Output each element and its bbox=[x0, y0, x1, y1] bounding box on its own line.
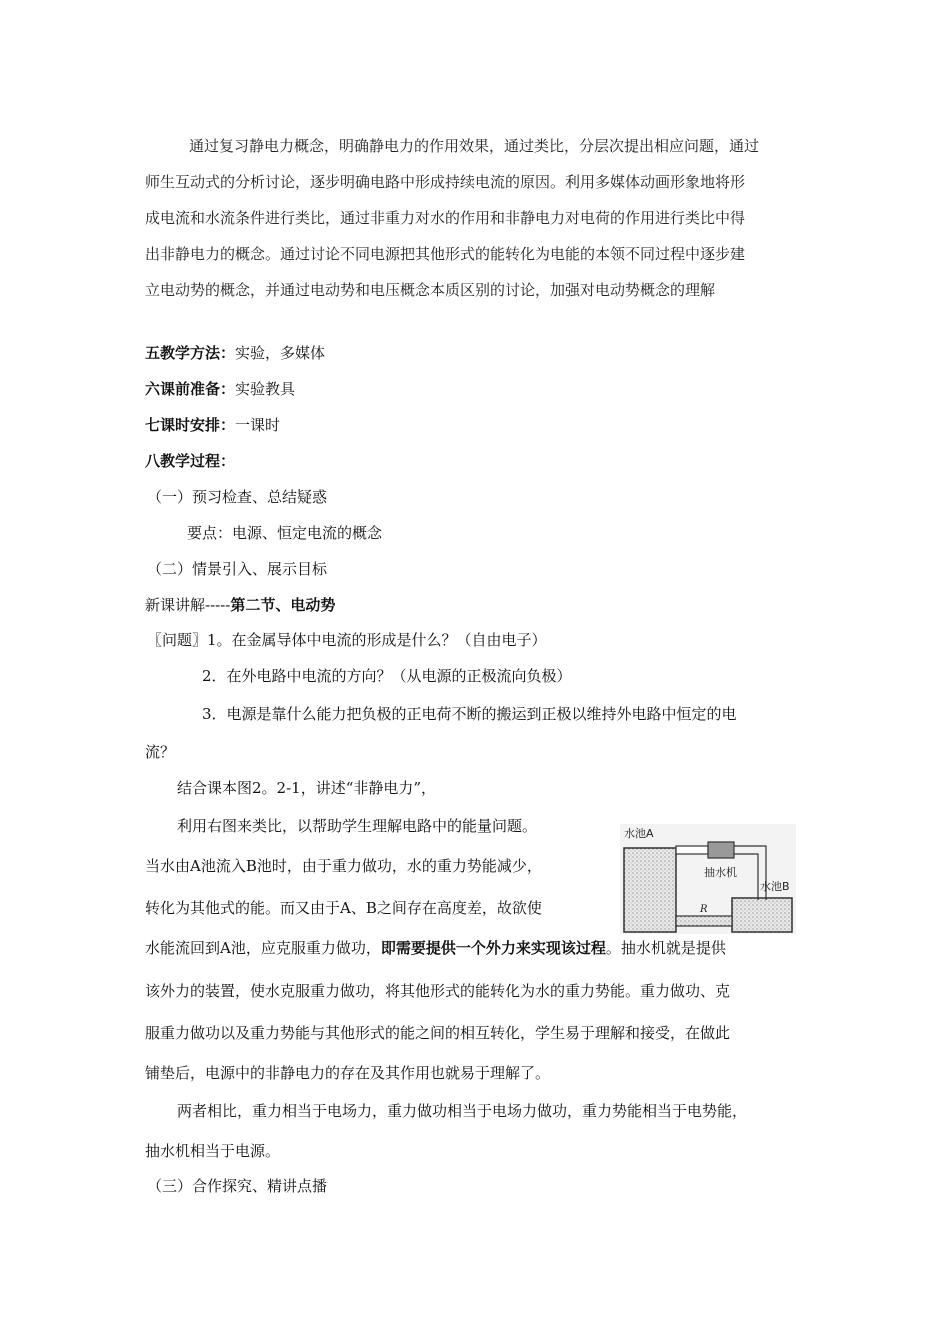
preparation-line bbox=[145, 378, 295, 399]
tank-a bbox=[624, 848, 676, 932]
question-three-continued: 流？ bbox=[145, 743, 176, 761]
step-one: （一）预习检查、总结疑惑 bbox=[147, 488, 328, 506]
label-tank-a: 水池A bbox=[624, 827, 654, 840]
analogy-line: 铺垫后，电源中的非静电力的存在及其作用也就易于理解了。 bbox=[145, 1064, 551, 1082]
intro-line: 立电动势的概念，并通过电动势和电压概念本质区别的讨论，加强对电动势概念的理解 bbox=[145, 281, 716, 299]
pipe-r bbox=[676, 916, 732, 926]
analogy-text: 。抽水机就是提供 bbox=[605, 939, 726, 957]
intro-line: 出非静电力的概念。通过讨论不同电源把其他形式的能转化为电能的本领不同过程中逐步建 bbox=[145, 245, 746, 263]
teaching-method-value: 实验，多媒体 bbox=[235, 344, 326, 362]
step-three: （三）合作探究、精讲点播 bbox=[147, 1177, 328, 1195]
new-lesson-prefix: 新课讲解----- bbox=[145, 596, 231, 614]
analogy-text: 水能流回到A池，应克服重力做功， bbox=[145, 939, 381, 957]
water-pump-analogy-figure bbox=[620, 824, 796, 934]
question-two: 2．在外电路中电流的方向？（从电源的正极流向负极） bbox=[202, 667, 572, 685]
question-three: 3．电源是靠什么能力把负极的正电荷不断的搬运到正极以维持外电路中恒定的电 bbox=[202, 705, 737, 723]
analogy-line: 转化为其他式的能。而又由于A、B之间存在高度差，故欲使 bbox=[145, 899, 542, 917]
label-pump: 抽水机 bbox=[704, 866, 737, 879]
analogy-emphasis: 即需要提供一个外力来实现该过程 bbox=[380, 939, 606, 957]
class-time-line bbox=[145, 414, 280, 435]
intro-line: 成电流和水流条件进行类比，通过非重力对水的作用和非静电力对电荷的作用进行类比中得 bbox=[145, 209, 746, 227]
lesson-title: 第二节、电动势 bbox=[230, 596, 336, 614]
intro-paragraph bbox=[145, 128, 785, 308]
label-tank-b: 水池B bbox=[760, 880, 790, 893]
tank-b bbox=[732, 898, 792, 932]
preparation-label: 六课前准备： bbox=[145, 380, 236, 398]
key-points: 要点：电源、恒定电流的概念 bbox=[187, 524, 383, 542]
water-pump-diagram bbox=[620, 824, 796, 934]
new-lesson-line bbox=[145, 594, 335, 615]
preparation-value: 实验教具 bbox=[235, 380, 296, 398]
intro-line: 师生互动式的分析讨论，逐步明确电路中形成持续电流的原因。利用多媒体动画形象地将形 bbox=[145, 173, 746, 191]
analogy-line: 服重力做功以及重力势能与其他形式的能之间的相互转化，学生易于理解和接受，在做此 bbox=[145, 1024, 731, 1042]
class-time-value: 一课时 bbox=[235, 416, 281, 434]
question-one: 〖问题〗1。在金属导体中电流的形成是什么？（自由电子） bbox=[147, 631, 547, 649]
comparison-line: 两者相比，重力相当于电场力，重力做功相当于电场力做功，重力势能相当于电势能， bbox=[177, 1102, 748, 1120]
pump-icon bbox=[708, 842, 734, 858]
step-two: （二）情景引入、展示目标 bbox=[147, 560, 328, 578]
textbook-reference: 结合课本图2。2-1，讲述“非静电力”， bbox=[177, 779, 437, 797]
pipe-upper bbox=[676, 846, 708, 854]
teaching-process-heading: 八教学过程： bbox=[145, 452, 236, 470]
analogy-line bbox=[145, 937, 726, 958]
intro-line: 通过复习静电力概念，明确静电力的作用效果，通过类比，分层次提出相应问题，通过 bbox=[189, 137, 760, 155]
teaching-method-line bbox=[145, 342, 325, 363]
comparison-line: 抽水机相当于电源。 bbox=[145, 1142, 281, 1160]
class-time-label: 七课时安排： bbox=[145, 416, 236, 434]
teaching-method-label: 五教学方法： bbox=[145, 344, 236, 362]
analogy-line: 该外力的装置，使水克服重力做功，将其他形式的能转化为水的重力势能。重力做功、克 bbox=[145, 982, 731, 1000]
analogy-line: 利用右图来类比，以帮助学生理解电路中的能量问题。 bbox=[177, 817, 538, 835]
analogy-line: 当水由A池流入B池时，由于重力做功，水的重力势能减少， bbox=[145, 857, 542, 875]
label-r: R bbox=[700, 904, 708, 915]
